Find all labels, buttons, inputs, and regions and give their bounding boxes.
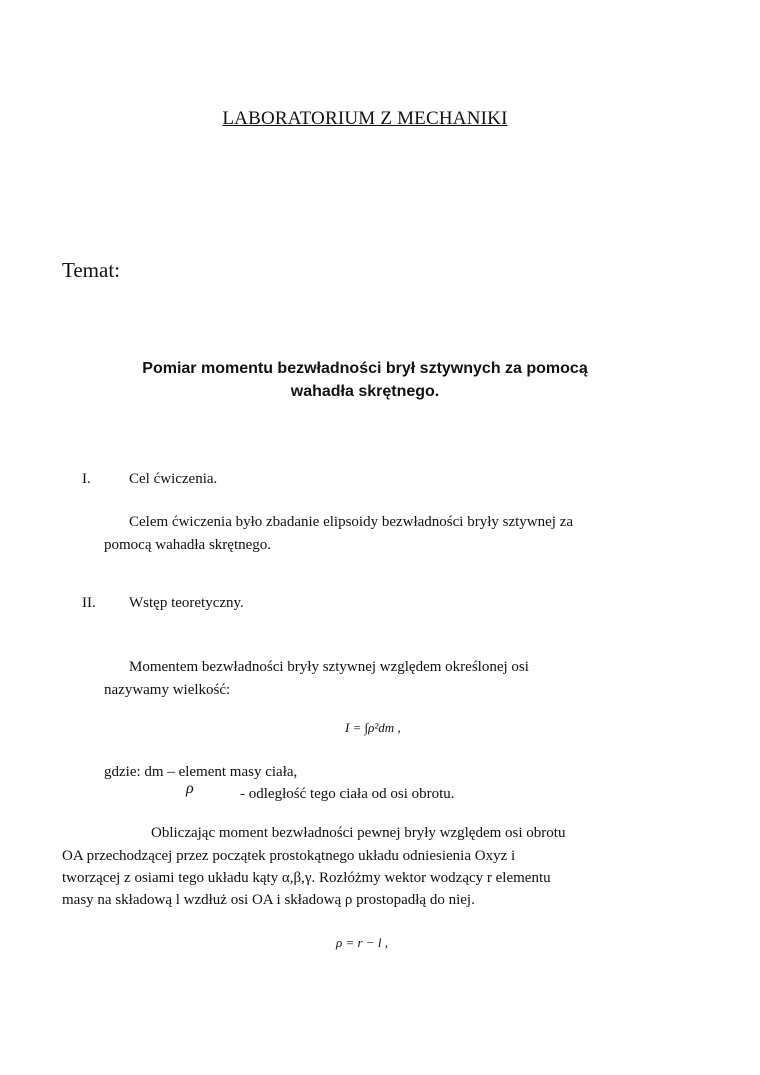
topic-subject-line1: Pomiar momentu bezwładności brył sztywnych za pomocą	[142, 360, 588, 377]
topic-label: Temat:	[62, 258, 121, 282]
section-1-label: Cel ćwiczenia.	[129, 471, 218, 487]
calc-paragraph-line2: OA przechodzącej przez początek prostokątnego układu odniesienia Oxyz i	[62, 848, 516, 864]
rho-symbol: ρ	[186, 780, 194, 797]
goal-paragraph-line2: pomocą wahadła skrętnego.	[104, 537, 272, 553]
theory-paragraph-line1: Momentem bezwładności bryły sztywnej względem określonej osi	[129, 659, 529, 675]
section-2-label: Wstęp teoretyczny.	[129, 595, 244, 611]
moment-of-inertia-formula: I = ∫ρ²dm ,	[345, 720, 401, 735]
calc-paragraph-line3: tworzącej z osiami tego układu kąty α,β,γ. Rozłóżmy wektor wodzący r elementu	[62, 870, 551, 886]
topic-subject-line2: wahadła skrętnego.	[290, 383, 440, 400]
calc-paragraph-line4: masy na składową l wzdłuż osi OA i składową ρ prostopadłą do niej.	[62, 892, 475, 908]
goal-paragraph-line1: Celem ćwiczenia było zbadanie elipsoidy bezwładności bryły sztywnej za	[129, 514, 574, 530]
theory-paragraph-line2: nazywamy wielkość:	[104, 682, 231, 698]
calc-paragraph-line1: Obliczając moment bezwładności pewnej bryły względem osi obrotu	[151, 825, 566, 841]
where-line1: gdzie: dm – element masy ciała,	[104, 764, 298, 780]
where-line2: - odległość tego ciała od osi obrotu.	[240, 786, 455, 802]
page-title: LABORATORIUM Z MECHANIKI	[222, 108, 508, 129]
section-1-number: I.	[82, 471, 91, 487]
topic-subject	[0, 357, 730, 403]
vector-decomposition-formula: ρ = r − l ,	[336, 935, 388, 950]
section-2-number: II.	[82, 595, 96, 611]
